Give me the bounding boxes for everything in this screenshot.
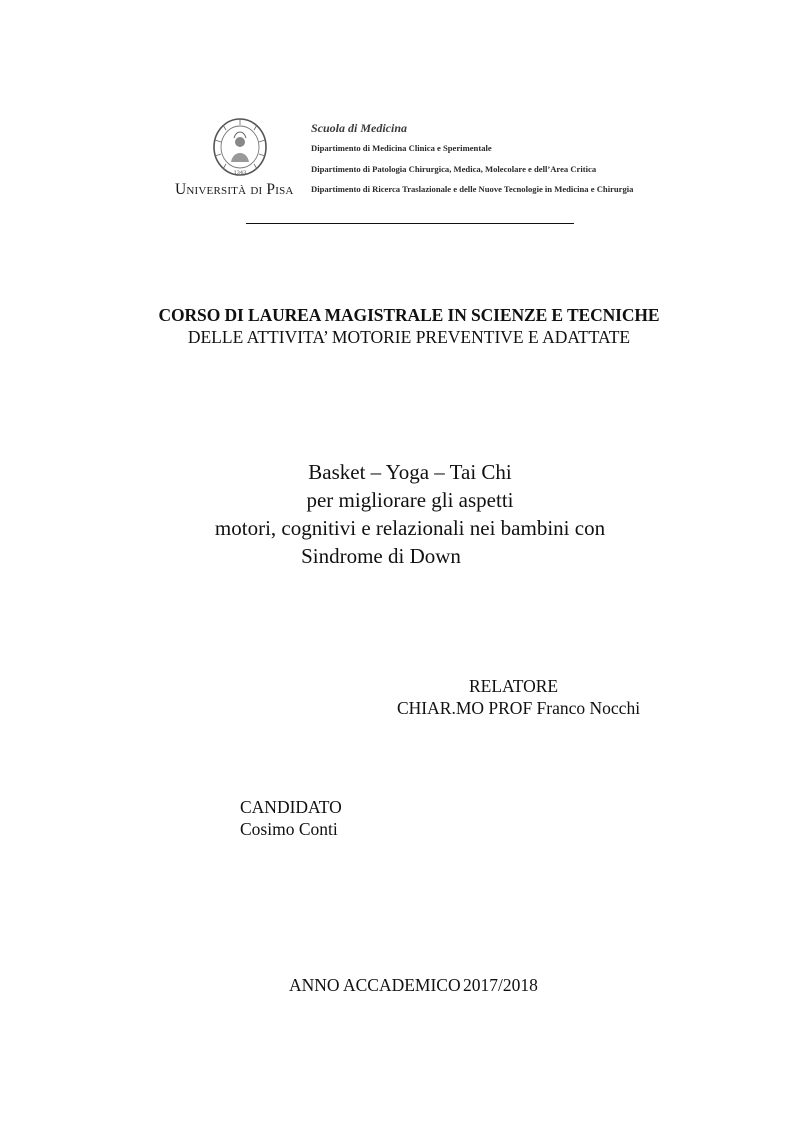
thesis-title-line-1: Basket – Yoga – Tai Chi: [308, 460, 512, 484]
thesis-title-line-3: motori, cognitivi e relazionali nei bambini con: [214, 516, 606, 540]
candidate-label: CANDIDATO: [240, 797, 342, 817]
university-seal-logo: [211, 116, 269, 182]
university-name: Università di Pisa: [175, 181, 294, 198]
candidate-name: Cosimo Conti: [240, 819, 338, 839]
svg-text:1343: 1343: [233, 170, 247, 176]
department-2: Dipartimento di Patologia Chirurgica, Medica, Molecolare e dell’Area Critica: [311, 164, 597, 174]
thesis-title-line-4: Sindrome di Down: [301, 544, 461, 568]
academic-year-label: ANNO ACCADEMICO: [289, 975, 461, 995]
school-name: Scuola di Medicina: [311, 121, 408, 135]
course-title-line-2: DELLE ATTIVITA’ MOTORIE PREVENTIVE E ADATTATE: [187, 327, 631, 347]
department-3: Dipartimento di Ricerca Traslazionale e delle Nuove Tecnologie in Medicina e Chirurgia: [311, 184, 634, 194]
course-title-line-1: CORSO DI LAUREA MAGISTRALE IN SCIENZE E TECNICHE: [158, 305, 660, 325]
supervisor-name: CHIAR.MO PROF Franco Nocchi: [397, 698, 641, 718]
supervisor-label: RELATORE: [469, 676, 559, 696]
header-divider: [246, 223, 574, 224]
academic-year-value: 2017/2018: [463, 975, 538, 995]
department-1: Dipartimento di Medicina Clinica e Sperimentale: [311, 143, 492, 153]
thesis-title-line-2: per migliorare gli aspetti: [306, 488, 514, 512]
